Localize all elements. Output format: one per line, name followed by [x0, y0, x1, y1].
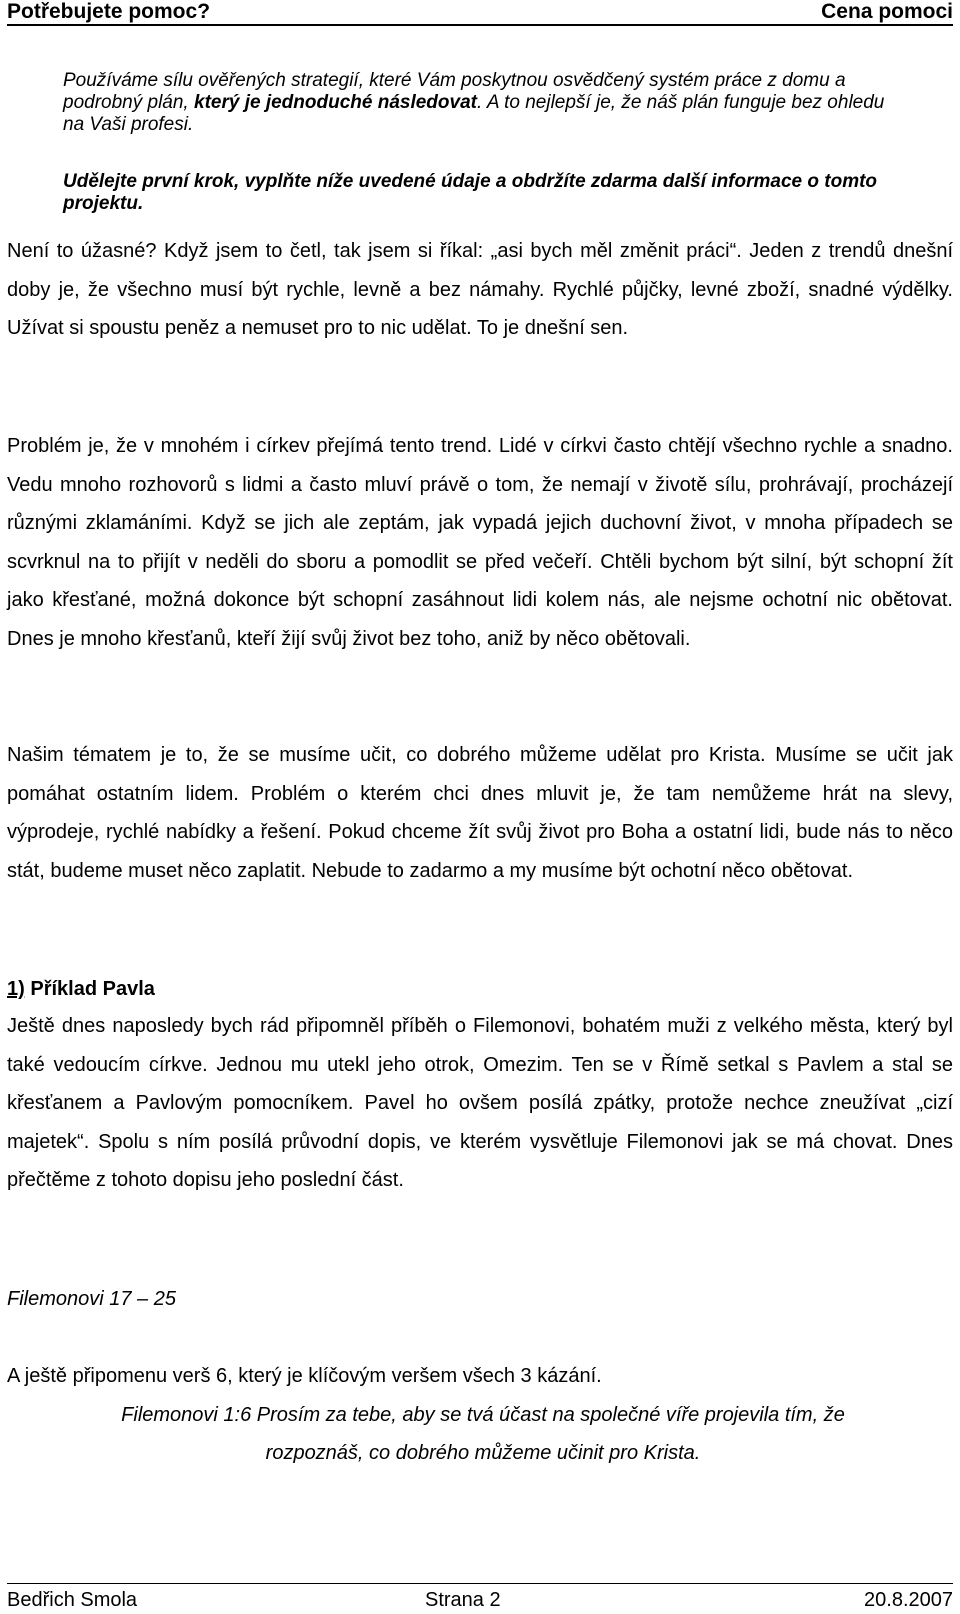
intro-call-to-action [63, 171, 893, 215]
footer-page-number: Strana 2 [425, 1589, 501, 1611]
header-title-left: Potřebujete pomoc? [7, 0, 211, 23]
section-title: Příklad Pavla [30, 978, 155, 1000]
scripture-quote [60, 1396, 906, 1472]
intro-paragraph-1 [63, 70, 893, 136]
section-number: 1) [7, 978, 25, 1000]
intro-text-start: Používáme sílu ověřených strategií, které Vám poskytnou osvědčený systém práce z domu a podrobný plán, [63, 70, 846, 113]
reminder-text: A ještě připomenu verš 6, který je klíčovým veršem všech 3 kázání. [7, 1365, 602, 1387]
intro-paragraph-2: Udělejte první krok, vyplňte níže uvedené údaje a obdržíte zdarma další informace o tomto projektu. [63, 171, 878, 214]
paragraph-1 [7, 232, 953, 348]
footer-author: Bedřich Smola [7, 1589, 138, 1611]
quote-line-1: Filemonovi 1:6 Prosím za tebe, aby se tvá účast na společné víře projevila tím, že [121, 1404, 845, 1426]
section-paragraph-text: Ještě dnes naposledy bych rád připomněl příběh o Filemonovi, bohatém muži z velkého města, který byl také vedoucím církve. Jednou mu utekl jeho otrok, Omezim. Ten se v Římě setkal s Pavlem a stal se křesťanem a Pavlovým pomocníkem. Pavel ho ovšem posílá zpátky, protože nechce zneužívat „cizí majetek“. Spolu s ním posílá průvodní dopis, ve kterém vysvětluje Filemonovi jak se má chovat. Dnes přečtěme z tohoto dopisu jeho poslední část. [7, 1015, 953, 1191]
quote-line-2: rozpoznáš, co dobrého můžeme učinit pro Krista. [265, 1442, 701, 1464]
footer-date: 20.8.2007 [864, 1589, 953, 1611]
paragraph-2-text: Problém je, že v mnohém i církev přejímá tento trend. Lidé v církvi často chtějí všechno rychle a snadno. Vedu mnoho rozhovorů s lidmi a často mluví právě o tom, že nemají v životě sílu, prohrávají, procházejí různými zklamáními. Když se jich ale zeptám, jak vypadá jejich duchovní život, v mnoha případech se scvrknul na to přijít v neděli do sboru a pomodlit se před večeří. Chtěli bychom být silní, být schopní žít jako křesťané, možná dokonce být schopní zasáhnout lidi kolem nás, ale nejsme ochotní nic obětovat. Dnes je mnoho křesťanů, kteří žijí svůj život bez toho, aniž by něco obětovali. [7, 435, 953, 650]
page-footer [7, 1583, 953, 1614]
paragraph-1-text: Není to úžasné? Když jsem to četl, tak jsem si říkal: „asi bych měl změnit práci“. Jeden z trendů dnešní doby je, že všechno musí být rychle, levně a bez námahy. Rychlé půjčky, levné zboží, snadné výdělky. Užívat si spoustu peněz a nemuset pro to nic udělat. To je dnešní sen. [7, 240, 953, 339]
intro-block [63, 70, 893, 136]
section-heading [7, 977, 155, 1001]
section-paragraph [7, 1007, 953, 1200]
intro-text-end: . A to nejlepší je, že náš plán funguje bez ohledu na Vaši profesi. [63, 92, 885, 135]
paragraph-3-text: Našim tématem je to, že se musíme učit, co dobrého můžeme udělat pro Krista. Musíme se učit jak pomáhat ostatním lidem. Problém o kterém chci dnes mluvit je, že tam nemůžeme hrát na slevy, výprodeje, rychlé nabídky a řešení. Pokud chceme žít svůj život pro Boha a ostatní lidi, bude nás to něco stát, budeme muset něco zaplatit. Nebude to zadarmo a my musíme být ochotní něco obětovat. [7, 744, 953, 882]
paragraph-3 [7, 736, 953, 890]
paragraph-2 [7, 427, 953, 658]
scripture-reference: Filemonovi 17 – 25 [7, 1288, 176, 1310]
intro-text-bold: který je jednoduché následovat [194, 92, 477, 113]
header-title-right: Cena pomoci [821, 0, 953, 23]
page-header [7, 0, 953, 26]
